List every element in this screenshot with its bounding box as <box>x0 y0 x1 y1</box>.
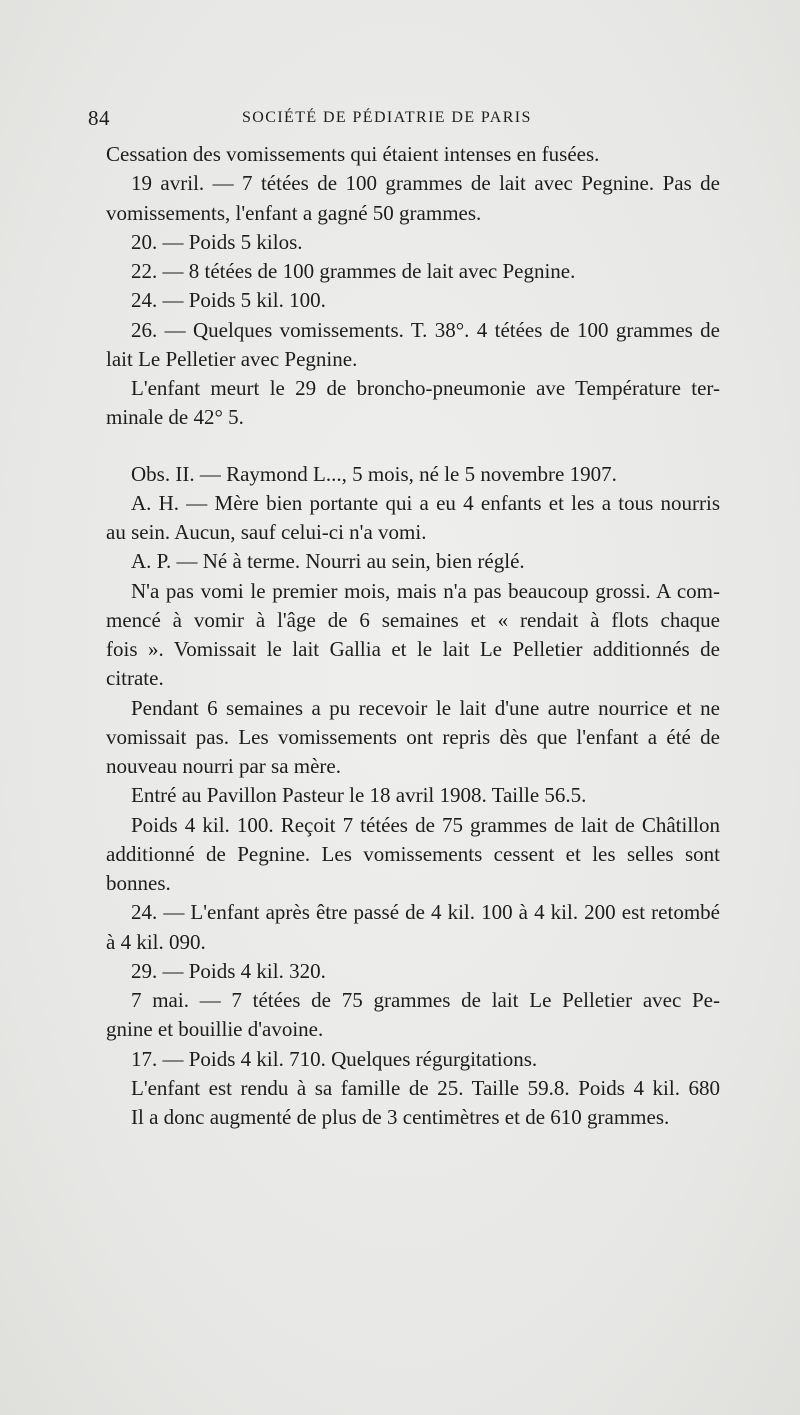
text-line: A. H. — Mère bien portante qui a eu 4 enfants et les a tous nourris <box>131 490 720 515</box>
text-line: 22. — 8 tétées de 100 grammes de lait avec Pegnine. <box>131 259 576 283</box>
text-line: gnine et bouillie d'avoine. <box>106 1017 324 1042</box>
text-line: minale de 42° 5. <box>106 405 244 430</box>
text-line: mencé à vomir à l'âge de 6 semaines et « rendait à flots chaque <box>106 607 720 632</box>
paragraph-gap <box>106 433 720 460</box>
text-line: 26. — Quelques vomissements. T. 38°. 4 tétées de 100 grammes de <box>131 317 720 342</box>
text-line: 17. — Poids 4 kil. 710. Quelques régurgitations. <box>131 1046 538 1071</box>
observation-heading: Obs. II. — Raymond L..., 5 mois, né le 5 novembre 1907. <box>131 461 617 486</box>
text-line: citrate. <box>106 666 164 691</box>
text-line: fois ». Vomissait le lait Gallia et le lait Le Pelletier additionnés de <box>106 637 720 661</box>
text-line: 7 mai. — 7 tétées de 75 grammes de lait Le Pelletier avec Pe- <box>131 988 720 1012</box>
text-line: au sein. Aucun, sauf celui-ci n'a vomi. <box>106 520 427 544</box>
text-line: nouveau nourri par sa mère. <box>106 754 341 778</box>
running-title: SOCIÉTÉ DE PÉDIATRIE DE PARIS <box>242 109 532 126</box>
text-line: 24. — Poids 5 kil. 100. <box>131 288 326 313</box>
text-line: à 4 kil. 090. <box>106 929 206 954</box>
text-line: vomissait pas. Les vomissements ont repris dès que l'enfant a été de <box>106 724 720 749</box>
text-line: Entré au Pavillon Pasteur le 18 avril 1908. Taille 56.5. <box>131 783 587 808</box>
text-line: 29. — Poids 4 kil. 320. <box>131 958 326 983</box>
page-number: 84 <box>88 106 110 130</box>
text-line: L'enfant meurt le 29 de broncho-pneumonie ave Température ter- <box>131 376 720 400</box>
text-line: additionné de Pegnine. Les vomissements cessent et les selles sont <box>106 841 720 866</box>
text-line: L'enfant est rendu à sa famille de 25. Taille 59.8. Poids 4 kil. 680 <box>131 1075 720 1100</box>
text-line: A. P. — Né à terme. Nourri au sein, bien réglé. <box>131 549 525 574</box>
text-line: 20. — Poids 5 kilos. <box>131 229 303 254</box>
text-line: Il a donc augmenté de plus de 3 centimètres et de 610 grammes. <box>131 1105 670 1129</box>
text-line: 19 avril. — 7 tétées de 100 grammes de lait avec Pegnine. Pas de <box>131 171 720 196</box>
page-header <box>0 106 800 130</box>
text-line: N'a pas vomi le premier mois, mais n'a pas beaucoup grossi. A com- <box>131 578 720 603</box>
text-line: Poids 4 kil. 100. Reçoit 7 tétées de 75 grammes de lait de Châtillon <box>131 812 720 837</box>
text-line: bonnes. <box>106 871 171 895</box>
text-line: Pendant 6 semaines a pu recevoir le lait d'une autre nourrice et ne <box>131 695 720 720</box>
text-line: 24. — L'enfant après être passé de 4 kil. 100 à 4 kil. 200 est retombé <box>131 900 720 925</box>
text-line: Cessation des vomissements qui étaient intenses en fusées. <box>106 142 600 166</box>
text-line: lait Le Pelletier avec Pegnine. <box>106 346 358 371</box>
body-text <box>106 140 720 1132</box>
text-line: vomissements, l'enfant a gagné 50 grammes. <box>106 200 482 225</box>
